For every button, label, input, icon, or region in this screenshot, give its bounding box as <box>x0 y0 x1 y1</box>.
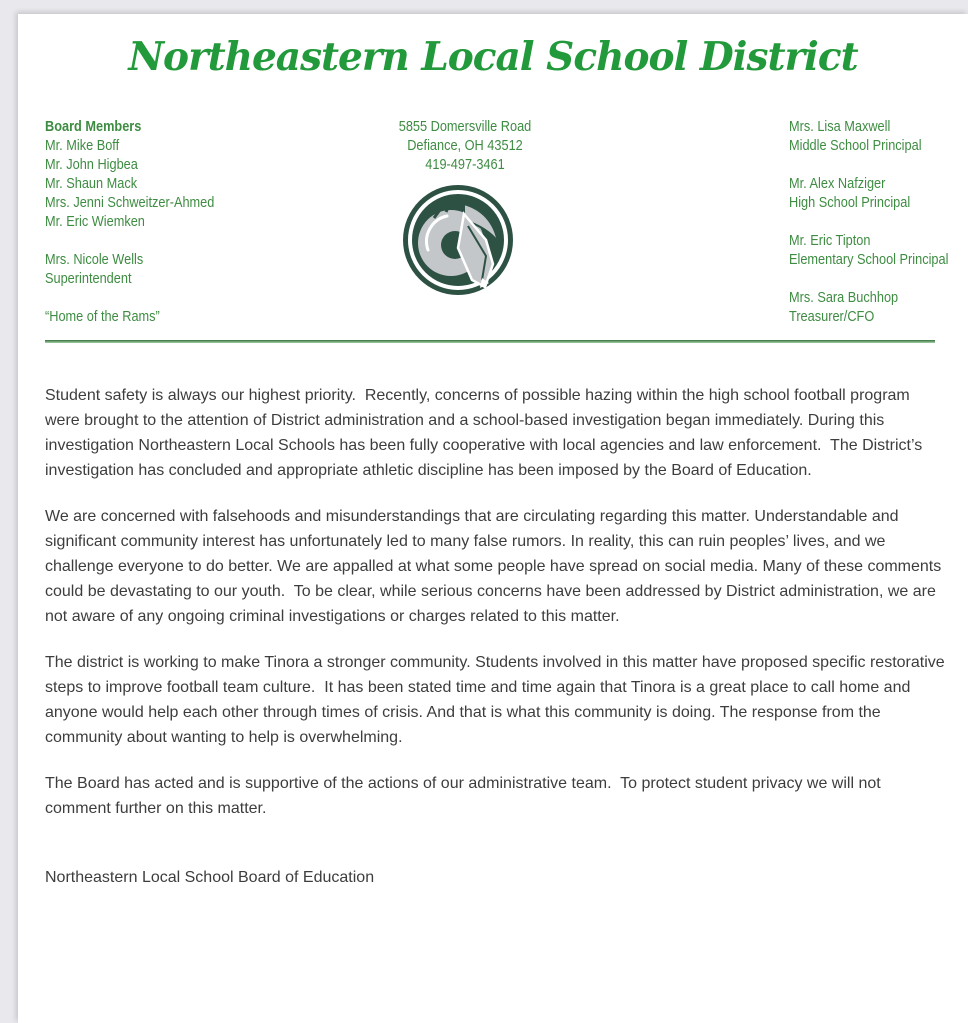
superintendent-title: Superintendent <box>45 270 132 287</box>
staff-name: Mrs. Lisa Maxwell <box>789 118 891 135</box>
district-title: Northeastern Local School District <box>128 34 858 80</box>
district-motto: “Home of the Rams” <box>45 308 160 325</box>
contact-column <box>338 117 593 174</box>
letter-paragraph: The Board has acted and is supportive of the actions of our administrative team. To protect student privacy we will not comment further on this matter. <box>45 775 886 817</box>
letter-paragraph: Student safety is always our highest priority. Recently, concerns of possible hazing within the high school football program were brought to the attention of District administration and a school-based investigation began immediately. During this investigation Northeastern Local Schools has been fully cooperative with local agencies and law enforcement. The District’s investigation has concluded and appropriate athletic discipline has been imposed by the Board of Education. <box>45 387 927 479</box>
letter-paragraph: We are concerned with falsehoods and misunderstandings that are circulating regarding this matter. Understandable and significant community interest has unfortunately led to many false rumors. In reality, this can ruin peoples’ lives, and we challenge everyone to do better. We are appalled at what some people have spread on social media. Many of these comments could be devastating to our youth. To be clear, while serious concerns have been addressed by District administration, we are not aware of any ongoing criminal investigations or charges related to this matter. <box>45 508 946 625</box>
ram-head-logo-icon <box>402 184 514 296</box>
staff-name: Mr. Alex Nafziger <box>789 175 886 192</box>
staff-title: Elementary School Principal <box>789 251 949 268</box>
staff-entry <box>789 288 968 326</box>
staff-entry <box>789 117 968 155</box>
address-line-1: 5855 Domersville Road <box>398 118 532 135</box>
signature-line: Northeastern Local School Board of Education <box>45 869 375 886</box>
board-members-column <box>45 117 283 326</box>
board-member: Mr. Eric Wiemken <box>45 213 145 230</box>
staff-column <box>789 117 968 345</box>
board-member: Mr. Shaun Mack <box>45 175 138 192</box>
superintendent-name: Mrs. Nicole Wells <box>45 251 144 268</box>
header-divider <box>45 340 935 343</box>
address-line-2: Defiance, OH 43512 <box>407 137 523 154</box>
board-member: Mrs. Jenni Schweitzer-Ahmed <box>45 194 215 211</box>
staff-title: Middle School Principal <box>789 137 922 154</box>
letter-page <box>18 14 968 1023</box>
staff-name: Mrs. Sara Buchhop <box>789 289 899 306</box>
staff-name: Mr. Eric Tipton <box>789 232 871 249</box>
staff-title: Treasurer/CFO <box>789 308 875 325</box>
staff-title: High School Principal <box>789 194 911 211</box>
board-member: Mr. John Higbea <box>45 156 138 173</box>
board-member: Mr. Mike Boff <box>45 137 120 154</box>
staff-entry <box>789 174 968 212</box>
phone-number: 419-497-3461 <box>425 156 505 173</box>
staff-entry <box>789 231 968 269</box>
letter-body <box>45 383 950 890</box>
letter-paragraph: The district is working to make Tinora a stronger community. Students involved in this matter have proposed specific restorative steps to improve football team culture. It has been stated time and time again that Tinora is a great place to call home and anyone would help each other through times of crisis. And that is what this community is doing. The response from the community about wanting to help is overwhelming. <box>45 654 950 746</box>
board-members-heading: Board Members <box>45 118 142 135</box>
